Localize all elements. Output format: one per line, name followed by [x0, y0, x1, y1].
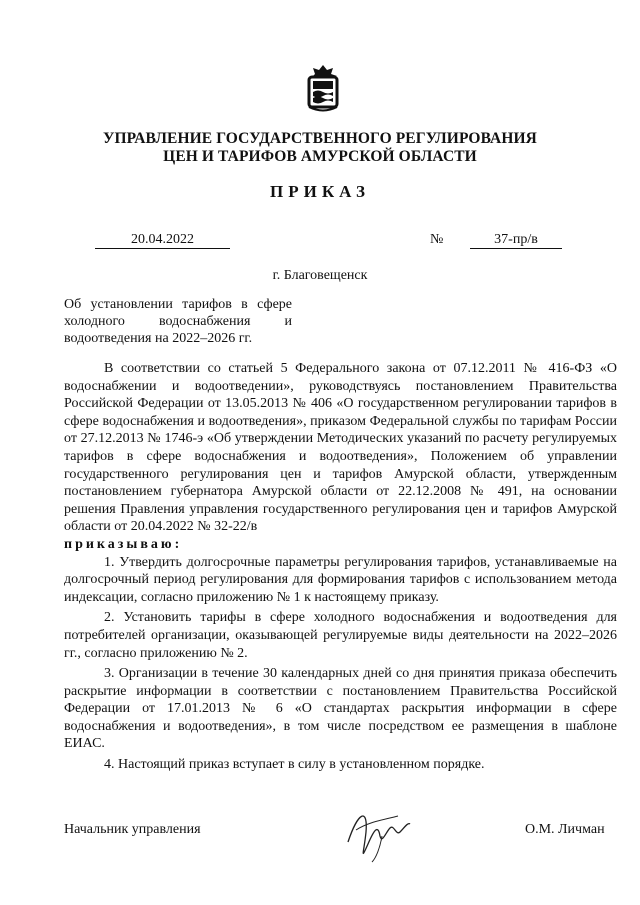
- order-item-2: 2. Установить тарифы в сфере холодного водоснабжения и водоотведения для потребителей организации, оказывающей регулируемые виды деятельности на 2022–2026 гг., согласно приложению № 2.: [64, 610, 617, 661]
- signatory-name: О.М. Личман: [525, 822, 605, 837]
- handwritten-signature: [338, 802, 418, 864]
- order-item-1: 1. Утвердить долгосрочные параметры регулирования тарифов, устанавливаемые на долгосрочный период регулирования для формирования тарифов с использованием метода индексации, согласно приложению № 1 к настоящему приказу.: [64, 554, 617, 605]
- preamble: В соответствии со статьей 5 Федерального закона от 07.12.2011 № 416-ФЗ «О водоснабжении и водоотведении», руководствуясь постановлением Правительства Российской Федерации от 13.05.2013 № 406 «О государственном регулировании тарифов в сфере водоснабжения и водоотведения», приказом Федеральной службы по тарифам России от 27.12.2013 № 1746-э «Об утверждении Методических указаний по расчету регулируемых тарифов в сфере водоснабжения и водоотведения», Положением об управлении государственного регулирования цен и тарифов Амурской области, утвержденным постановлением губернатора Амурской области от 22.12.2008 № 491, на основании решения Правления управления государственного регулирования цен и тарифов Амурской области от 20.04.2022 № 32-22/в: [64, 361, 617, 535]
- org-name-line2: ЦЕН И ТАРИФОВ АМУРСКОЙ ОБЛАСТИ: [163, 148, 477, 165]
- order-city: г. Благовещенск: [272, 268, 368, 283]
- document-title: ПРИКАЗ: [270, 182, 370, 201]
- order-date: 20.04.2022: [95, 232, 230, 249]
- order-subject: Об установлении тарифов в сфере холодного водоснабжения и водоотведения на 2022–2026 гг.: [64, 297, 292, 346]
- order-number: 37-пр/в: [470, 232, 562, 249]
- order-body: [64, 360, 617, 774]
- amur-region-emblem-icon: [304, 62, 342, 114]
- signatory-position: Начальник управления: [64, 822, 201, 837]
- order-number-label: №: [430, 232, 444, 247]
- order-item-4: 4. Настоящий приказ вступает в силу в установленном порядке.: [104, 757, 485, 773]
- org-name-line1: УПРАВЛЕНИЕ ГОСУДАРСТВЕННОГО РЕГУЛИРОВАНИЯ: [103, 130, 537, 147]
- order-word: приказываю:: [64, 536, 183, 552]
- order-item-3: 3. Организации в течение 30 календарных дней со дня принятия приказа обеспечить раскрытие информации в соответствии с постановлением Правительства Российской Федерации от 17.01.2013 № 6 «О стандартах раскрытия информации в сфере водоснабжения и водоотведения», в том числе посредством ее размещения в шаблоне ЕИАС.: [64, 666, 617, 752]
